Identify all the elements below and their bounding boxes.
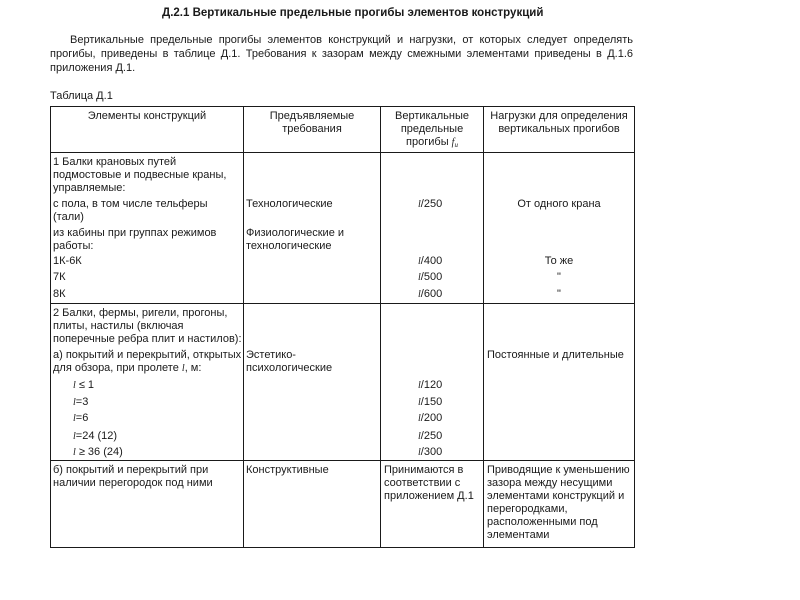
row1-line-6: из кабины при группах режимов [53,227,217,239]
row3-limit-3: приложением Д.1 [384,490,474,502]
row1-line-4: с пола, в том числе тельферы [53,198,208,210]
row2-limit-250-text: /250 [420,430,443,442]
row1-load-same-1: То же [544,255,574,267]
row2-divider [50,460,635,461]
row1-load-same-2: " [557,271,561,283]
header-col-loads-1: Нагрузки для определения [490,110,628,122]
row3-load-6: элементами [487,529,550,541]
row1-line-8: 1К-6К [53,255,82,267]
row3-load-4: перегородками, [487,503,568,515]
symbol-l: l [418,380,421,391]
symbol-l: l [418,199,421,210]
row2-limit-300-text: /300 [420,446,443,458]
table-caption: Таблица Д.1 [50,90,113,102]
row1-line-2: подмостовые и подвесные краны, [53,169,227,181]
row2-line-5-unit: , м: [184,362,202,374]
row2-span-36 [73,446,123,459]
row2-span-36-text: ≥ 36 (24) [78,446,123,458]
row2-line-5 [53,362,201,375]
header-col-limits-1: Вертикальные [395,110,469,122]
symbol-l: l [73,431,76,442]
row3-load-5: расположенными под [487,516,598,528]
symbol-l: l [418,431,421,442]
symbol-l: l [181,363,185,374]
row3-line-1: б) покрытий и перекрытий при [53,464,209,476]
row3-line-2: наличии перегородок под ними [53,477,213,489]
row1-req-physio-1: Физиологические и [246,227,345,239]
table-border-right [634,106,635,548]
symbol-l: l [73,380,76,391]
row1-line-10: 8К [53,288,66,300]
intro-paragraph: Вертикальные предельные прогибы элементов конструкций и нагрузки, от которых следует определять прогибы, приведены в таблице Д.1. Требования к зазорам между смежными элементами приведены в Д.1.6 приложения Д.1. [50,34,633,74]
row2-limit-120 [418,379,442,392]
row2-span-6-text: =6 [75,412,89,424]
row2-line-2: плиты, настилы (включая [53,320,184,332]
row1-limit-250-text: /250 [420,198,443,210]
symbol-l: l [73,447,76,458]
row1-limit-400 [418,255,442,268]
row1-line-5: (тали) [53,211,84,223]
header-symbol-u: u [454,141,458,149]
row1-limit-600-text: /600 [420,288,443,300]
row2-line-5-text: для обзора, при пролете [53,362,179,374]
header-col-limits-3 [381,136,483,152]
row1-divider [50,303,635,304]
table-border-bottom [50,547,635,548]
col-divider-2 [380,106,381,548]
header-col-requirements-1: Предъявляемые [269,110,355,122]
row2-limit-300 [418,446,442,459]
row2-limit-120-text: /120 [420,379,443,391]
row3-load-1: Приводящие к уменьшению [487,464,630,476]
row2-limit-150 [418,396,442,409]
symbol-l: l [73,397,76,408]
row3-load-3: элементами конструкций и [487,490,625,502]
row2-limit-150-text: /150 [420,396,443,408]
row2-span-1-text: ≤ 1 [78,379,95,391]
row3-limit-1: Принимаются в [384,464,464,476]
header-col-limits-2: предельные [400,123,464,135]
row1-limit-500-text: /500 [420,271,443,283]
row2-span-6 [73,412,88,425]
row2-span-1 [73,379,94,392]
row2-limit-200 [418,412,442,425]
symbol-l: l [73,413,76,424]
row2-span-24-text: =24 (12) [75,430,118,442]
row2-load: Постоянные и длительные [487,349,624,361]
row3-limit-2: соответствии с [384,477,461,489]
row1-limit-600 [418,288,442,301]
row2-line-3: поперечные ребра плит и настилов): [53,333,242,345]
row2-span-24 [73,430,117,443]
row1-line-7: работы: [53,240,94,252]
row1-line-1: 1 Балки крановых путей [53,156,177,168]
row2-limit-250 [418,430,442,443]
header-col-loads-2: вертикальных прогибов [498,123,620,135]
table-border-top [50,106,635,107]
symbol-l: l [418,447,421,458]
row3-load-2: зазора между несущими [487,477,613,489]
symbol-l: l [418,413,421,424]
row2-line-1: 2 Балки, фермы, ригели, прогоны, [53,307,228,319]
col-divider-1 [243,106,244,548]
symbol-l: l [418,397,421,408]
row1-limit-400-text: /400 [420,255,443,267]
row1-line-3: управляемые: [53,182,126,194]
row1-req-physio-2: технологические [246,240,332,252]
header-col-elements: Элементы конструкций [87,110,207,122]
symbol-l: l [418,289,421,300]
col-divider-3 [483,106,484,548]
row1-limit-500 [418,271,442,284]
header-divider [50,152,635,153]
row1-line-9: 7К [53,271,66,283]
symbol-l: l [418,256,421,267]
header-col-limits-text: прогибы [406,136,449,148]
header-symbol-f: f [451,137,455,148]
row3-req: Конструктивные [246,464,329,476]
row2-req-2: психологические [246,362,333,374]
row1-limit-250 [418,198,442,211]
row2-line-4: а) покрытий и перекрытий, открытых [53,349,242,361]
row2-span-3-text: =3 [75,396,89,408]
row1-req-technological: Технологические [246,198,333,210]
section-heading: Д.2.1 Вертикальные предельные прогибы элементов конструкций [162,7,544,19]
row2-span-3 [73,396,88,409]
table-border-left [50,106,51,548]
row1-load-one-crane: От одного крана [517,198,601,210]
header-col-requirements-2: требования [282,123,342,135]
row2-limit-200-text: /200 [420,412,443,424]
row1-load-same-3: " [557,288,561,300]
symbol-l: l [418,272,421,283]
row2-req-1: Эстетико- [246,349,296,361]
